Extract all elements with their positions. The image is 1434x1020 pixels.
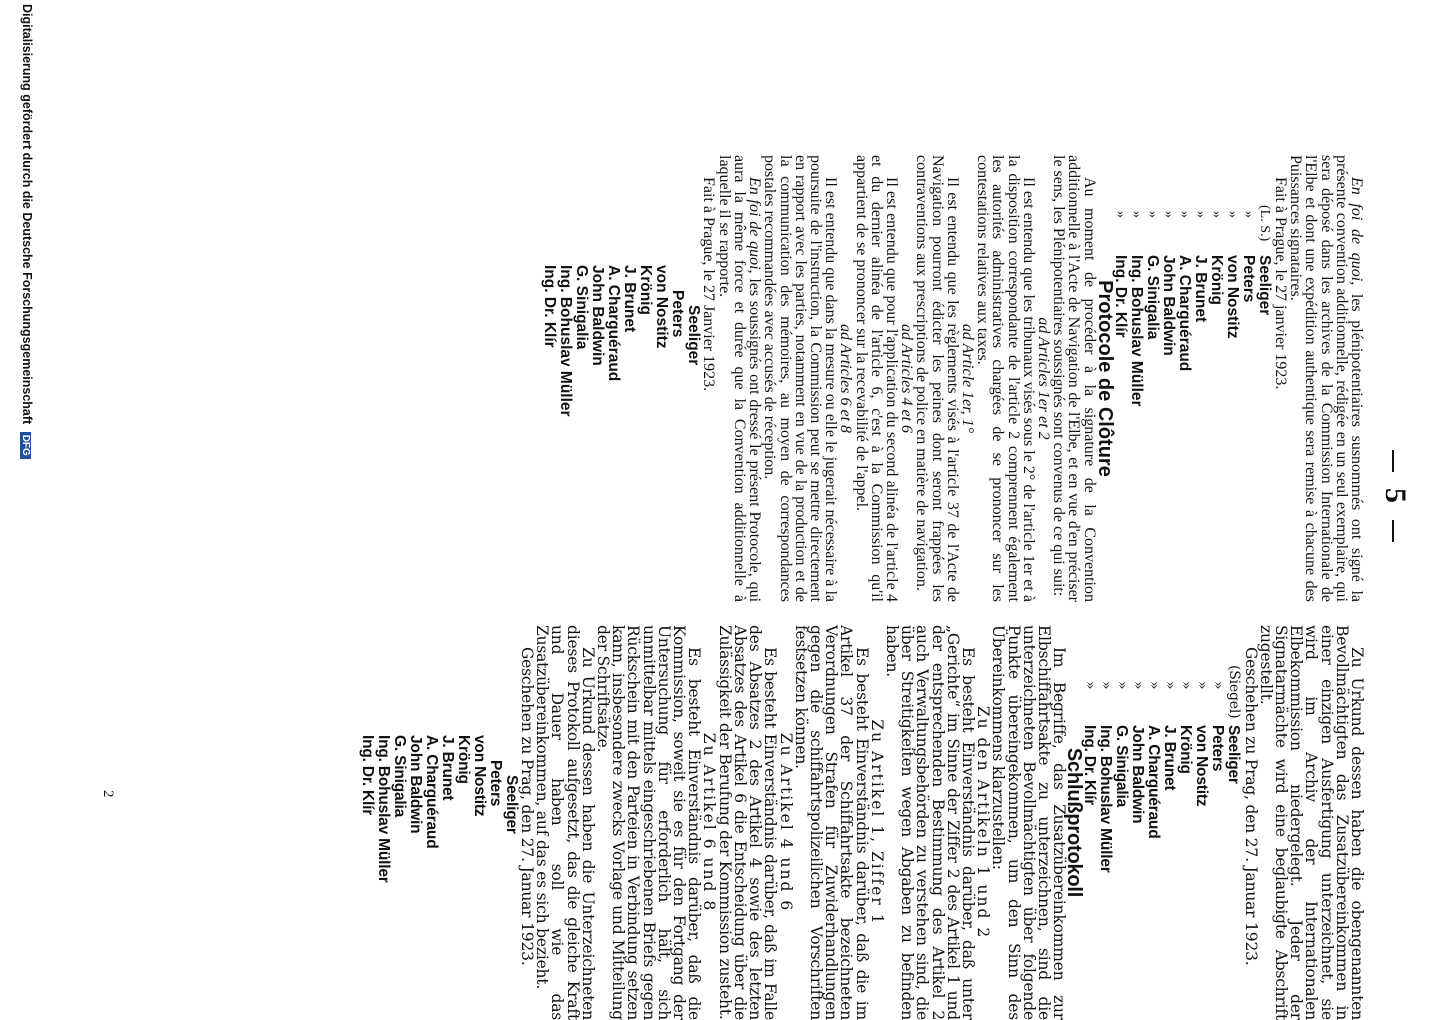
- fr-heading-1: ad Articles 1er et 2: [1034, 317, 1052, 440]
- de-heading-3: Zu Artikel 4 und 6: [776, 732, 795, 913]
- fr-para-1: Il est entendu que les tribunaux visés sous le 2° de l'article 1er et à la disposition correspondante de l'article 2 comprennent également les autorités administratives chargées de se prononcer sur les contestations relatives aux taxes.: [974, 155, 1037, 602]
- fr-preamble: Au moment de procéder à la signature de la Convention additionnelle à l'Acte de Navigation de l'Elbe, et en vue d'en préciser le sens, les Plénipotentiaires soussignés sont convenus de ce qui suit:: [1050, 155, 1098, 602]
- de-para-3: Es besteht Einverständnis darüber, daß im Falle des Absatzes 2 des Artikel 4 sowie des letzten Absatzes des Artikel 6 die Entscheidung über die Zulässigkeit der Berufung der Kommission zusteht.: [715, 625, 780, 1020]
- fr-closing: En foi de quoi, les soussignés ont dressé le présent Protocole, qui aura la même force et durée que la Convention additionnelle à laquelle il se rapporte.: [715, 155, 764, 603]
- de-date-1: Geschehen zu Prag, den 27. Januar 1923.: [1241, 647, 1260, 966]
- page-number: 5: [1379, 488, 1412, 503]
- fr-para-3: Il est entendu que pour l'application du second alinéa de l'article 4 et du dernier alinéa de l'article 6, c'est à la Commission qu'il appartient de se prononcer sur la recevabilité de l'appel.: [852, 155, 900, 602]
- fr-title: Protocole de Clôture: [1093, 280, 1116, 477]
- fr-heading-2: ad Article 1er, 1°: [958, 323, 976, 434]
- digitization-credit: [20, 4, 34, 998]
- de-title: Schlußprotokoll: [1063, 747, 1086, 898]
- de-intro: Zu Urkund dessen haben die obengenannten Bevollmächtigten das Zusatzübereinkommen in einer einzigen Ausfertigung unterzeichnet, sie wird im Archiv der Internationalen Elbekommission niedergelegt. Jeder der Signatarmächte wird eine beglaubigte Abschrift zugestellt.: [1256, 625, 1366, 1020]
- credit-text: Digitalisierung gefördert durch die Deutsche Forschungsgemeinschaft: [20, 4, 34, 425]
- french-column: [541, 155, 1364, 602]
- de-heading-4: Zu Artikel 6 und 8: [700, 732, 719, 913]
- de-final-signatories: Seeliger Peters von Nostitz Krönig J. Brunet A. Charguéraud John Baldwin G. Sinigalia Ing. Bohuslav Müller Ing. Dr. Klír: [358, 735, 520, 883]
- de-closing: Zu Urkund dessen haben die Unterzeichneten dieses Protokoll aufgesetzt, das die gleiche Kraft und Dauer haben soll wie das Zusatzübereinkommen, auf das es sich bezieht.: [533, 625, 597, 1020]
- footer-page-number: 2: [100, 790, 116, 798]
- de-preamble: Im Begriffe, das Zusatzübereinkommen zur Elbschiffahrtsakte zu unterzeichnen, sind die unterzeichneten Bevollmächtigten über folgende Punkte übereingekommen, um den Sinn des Übereinkommens klarzustellen:: [989, 625, 1069, 1020]
- header-dash-right: [1392, 520, 1394, 542]
- fr-para-2: Il est entendu que les règlements visés à l'article 37 de l'Acte de Navigation pourront édicter les peines dont seront frappées les contraventions aux prescriptions de police en matière de navigation.: [913, 155, 961, 602]
- fr-para-4: Il est entendu que dans la mesure ou elle le jugerait nécessaire à la poursuite de l'instruction, la Commission peut se mettre directement en rapport avec les parties, notamment en vue de la production et de la communication des mémoires, au moyen de correspondances postales recommandées avec accusés de réception.: [761, 155, 840, 602]
- de-para-2: Es besteht Einverständnis darüber, daß die im Artikel 37 der Schiffahrtsakte bezeichneten Verordnungen Strafen für Zuwiderhandlungen gegen die schiffahrtspolizeilichen Vorschriften festsetzen können.: [791, 625, 871, 1020]
- fr-heading-3: ad Articles 4 et 6: [898, 323, 916, 434]
- page-header: [1376, 0, 1416, 1000]
- fr-date-2: Fait à Prague, le 27 Janvier 1923.: [700, 177, 718, 392]
- fr-intro: En foi de quoi, les plénipotentiaires susnommés ont signé la présente convention additionnelle, rédigée en un seul exemplaire, qui sera déposé dans les archives de la Commission Internationale de l'Elbe et dont une expédition authentique sera remise à chacune des Puissances signataires.: [1287, 155, 1365, 603]
- de-para-4: Es besteht Einverständnis darüber, daß die Kommission, soweit sie es für den Fortgang der Untersuchung für erforderlich hält, sich unmittelbar mittels eingeschriebenen Briefs gegen Rückschein mit den Parteien in Verbindung setzen kann, insbesondere zwecks Vorlage und Mitteilung der Schriftsätze.: [594, 625, 704, 1020]
- german-column: [359, 625, 1364, 1020]
- fr-date-1: Fait à Prague, le 27 janvier 1923.: [1271, 177, 1289, 390]
- fr-heading-4: ad Articles 6 et 8: [837, 323, 855, 434]
- de-date-2: Geschehen zu Prag, den 27. Januar 1923.: [518, 647, 537, 966]
- de-heading-1: Zu den Artikeln 1 und 2: [974, 705, 993, 940]
- fr-signatories: (L. S.) Seeliger » Peters » von Nostitz » Krönig » J. Brunet » A. Charguéraud » John Baldwin » G. Sinigalia » Ing. Bohuslav Müller » Ing. Dr. Klír: [1111, 205, 1273, 407]
- fr-final-signatories: Seeliger Peters von Nostitz Krönig J. Brunet A. Charguéraud John Baldwin G. Sinigalia Ing. Bohuslav Müller Ing. Dr. Klír: [541, 265, 703, 417]
- de-signatories: (Siegel) Seeliger » Peters » von Nostitz » Krönig » J. Brunet » A. Charguéraud » John Baldwin » G. Sinigalia » Ing. Bohuslav Müller » Ing. Dr. Klír: [1081, 665, 1243, 873]
- de-heading-2: Zu Artikel 1, Ziffer 1: [867, 719, 886, 926]
- de-para-1: Es besteht Einverständnis darüber, daß unter „Gerichte“ im Sinne der Ziffer 2 des Artikel 1 und der entsprechenden Bestimmung des Artikel 2 auch Verwaltungsbehörden zu verstehen sind, die über Streitigkeiten wegen Abgaben zu befinden haben.: [882, 625, 977, 1020]
- header-dash-left: [1392, 450, 1394, 472]
- dfg-logo: DFG: [20, 432, 31, 459]
